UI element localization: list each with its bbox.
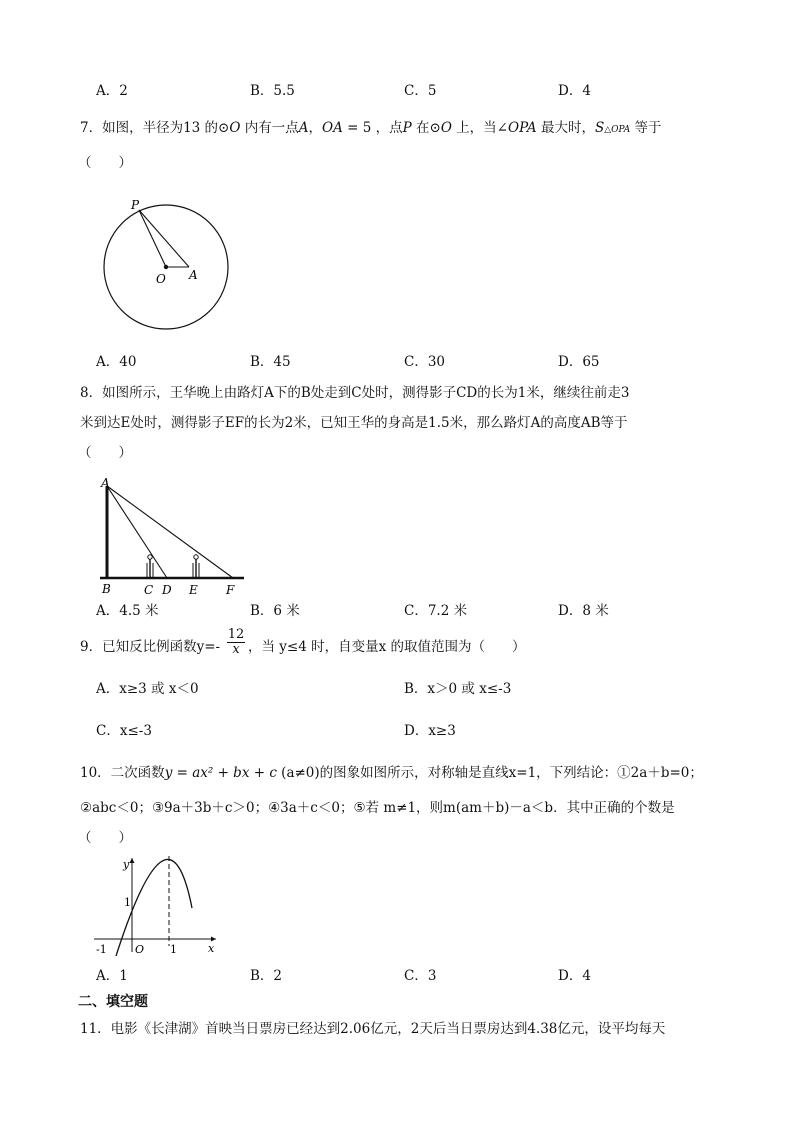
q10-choice-c: C．3 [404,968,437,984]
q8-choice-d: D．8 米 [558,603,609,619]
q9-choice-d: D．x≥3 [404,723,456,739]
q8-choice-c: C．7.2 米 [404,603,468,619]
q10-question-line2: ②abc＜0；③9a＋3b＋c＞0；④3a＋c＜0；⑤若 m≠1，则m(am＋b)－a＜b．其中正确的个数是 [80,800,675,816]
q11-question: 11．电影《长津湖》首映当日票房已经达到2.06亿元，2天后当日票房达到4.38亿元，设平均每天 [80,1021,666,1037]
person-at-c [147,555,153,578]
q8-choice-a: A．4.5 米 [96,603,159,619]
q6-choice-c: C．5 [404,83,437,99]
q6-choice-d: D．4 [558,83,591,99]
q9-fraction-numerator: 12 [227,627,245,642]
label-c: C [144,583,154,597]
q7-choice-b: B．45 [250,354,291,370]
shadow-ray-af [107,486,233,578]
q10-formula: y = ax² + bx + c [164,765,277,781]
q10-question-line1: 10．二次函数y = ax² + bx + c (a≠0)的图象如图所示，对称轴是直线x=1，下列结论：①2a＋b=0； [80,765,703,781]
center-dot [164,265,168,269]
label-d: D [162,583,172,597]
q9-choice-c: C．x≤-3 [96,723,152,739]
shadow-ray-ad [107,486,167,578]
x-axis-arrow [211,937,216,942]
label-b: B [102,582,111,596]
q9-question-part1: 9．已知反比例函数y=- [80,639,221,655]
q8-question-line2: 米到达E处时，测得影子EF的长为2米，已知王华的身高是1.5米，那么路灯A的高度AB等于 [80,415,628,431]
label-a: A [189,268,198,282]
q9-fraction-denominator: x [227,642,245,657]
label-o: O [156,272,166,286]
label-origin: O [135,943,145,956]
q10-choice-b: B．2 [250,968,283,984]
q8-choice-b: B．6 米 [250,603,300,619]
q6-choice-b: B．5.5 [250,83,295,99]
person-at-e [193,555,199,578]
q10-choice-d: D．4 [558,968,591,984]
q7-choice-a: A．40 [96,354,137,370]
q8-question-line1: 8．如图所示，王华晚上由路灯A下的B处走到C处时，测得影子CD的长为1米，继续往前走3 [80,385,630,401]
q7-circle-figure [96,196,236,330]
q7-paren: （ ） [78,155,132,171]
label-y-one: 1 [124,896,131,909]
q10-parabola-figure [90,852,222,956]
q9-question-part2: ，当 y≤4 时，自变量x 的取值范围为（ ） [248,639,526,655]
q9-choice-a: A．x≥3 或 x＜0 [96,681,199,697]
label-p: P [131,198,140,212]
section-title-fill-in: 二、填空题 [78,994,148,1010]
label-a: A [101,476,110,490]
y-axis-arrow [130,858,135,863]
q10-paren: （ ） [78,830,132,846]
q9-fraction [227,628,245,657]
label-f: F [226,583,235,597]
label-x-one: 1 [170,943,177,956]
q8-paren: （ ） [78,445,132,461]
segment-po [139,210,166,267]
label-y: y [123,858,130,871]
q7-choice-c: C．30 [404,354,446,370]
label-x: x [208,942,215,955]
label-neg-one: -1 [96,943,107,956]
label-e: E [189,583,198,597]
q6-choice-a: A．2 [96,83,128,99]
q7-choice-d: D．65 [558,354,600,370]
q8-streetlight-figure [96,474,248,600]
q9-choice-b: B．x＞0 或 x≤-3 [404,681,512,697]
q10-choice-a: A．1 [96,968,128,984]
q7-question: 7．如图，半径为13 的⊙O 内有一点A，OA = 5 ，点P 在⊙O 上，当∠OPA 最大时，S△OPA 等于 [80,120,662,136]
segment-pa [139,210,189,267]
